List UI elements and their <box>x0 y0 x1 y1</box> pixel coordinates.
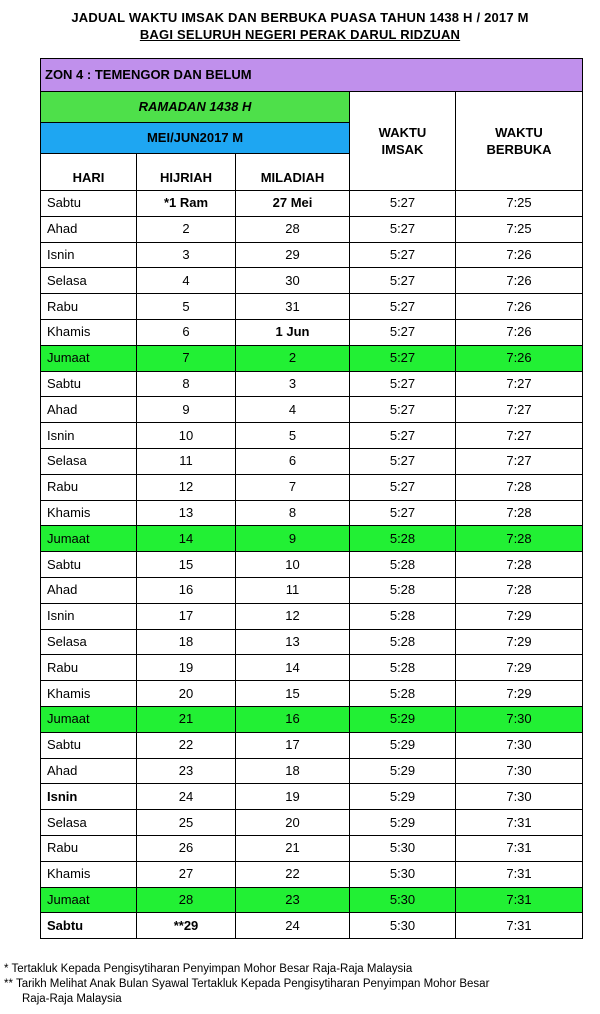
table-row <box>41 345 583 371</box>
zone-row <box>41 59 583 92</box>
cell-hari: Ahad <box>41 758 137 784</box>
cell-imsak: 5:30 <box>350 835 456 861</box>
cell-berbuka: 7:30 <box>456 732 583 758</box>
cell-hari: Sabtu <box>41 732 137 758</box>
cell-miladiah: 19 <box>236 784 350 810</box>
cell-berbuka: 7:28 <box>456 474 583 500</box>
cell-hari: Jumaat <box>41 887 137 913</box>
cell-hijriah: 14 <box>137 526 236 552</box>
cell-hari: Sabtu <box>41 371 137 397</box>
cell-hari: Sabtu <box>41 913 137 939</box>
table-row <box>41 191 583 217</box>
cell-hijriah: 13 <box>137 500 236 526</box>
table-row <box>41 913 583 939</box>
cell-hijriah: 2 <box>137 216 236 242</box>
cell-imsak: 5:30 <box>350 861 456 887</box>
cell-miladiah: 17 <box>236 732 350 758</box>
cell-miladiah: 23 <box>236 887 350 913</box>
footnote-2: ** Tarikh Melihat Anak Bulan Syawal Tertakluk Kepada Pengisytiharan Penyimpan Mohor Besar <box>4 978 490 990</box>
cell-hijriah: 15 <box>137 552 236 578</box>
cell-hijriah: 12 <box>137 474 236 500</box>
cell-hijriah: 22 <box>137 732 236 758</box>
table-row <box>41 371 583 397</box>
cell-imsak: 5:28 <box>350 552 456 578</box>
cell-imsak: 5:28 <box>350 629 456 655</box>
cell-hijriah: 10 <box>137 423 236 449</box>
cell-miladiah: 30 <box>236 268 350 294</box>
cell-berbuka: 7:29 <box>456 603 583 629</box>
table-row <box>41 552 583 578</box>
zone-label: ZON 4 : TEMENGOR DAN BELUM <box>41 59 583 92</box>
cell-miladiah: 14 <box>236 655 350 681</box>
cell-miladiah: 18 <box>236 758 350 784</box>
cell-hari: Selasa <box>41 629 137 655</box>
cell-miladiah: 11 <box>236 577 350 603</box>
cell-imsak: 5:27 <box>350 423 456 449</box>
cell-miladiah: 2 <box>236 345 350 371</box>
cell-imsak: 5:28 <box>350 526 456 552</box>
cell-hari: Isnin <box>41 603 137 629</box>
table-row <box>41 268 583 294</box>
cell-hari: Jumaat <box>41 526 137 552</box>
cell-hari: Khamis <box>41 861 137 887</box>
cell-imsak: 5:28 <box>350 681 456 707</box>
cell-hijriah: 24 <box>137 784 236 810</box>
col-imsak-header: WAKTU IMSAK <box>350 92 456 191</box>
cell-miladiah: 29 <box>236 242 350 268</box>
cell-hijriah: 23 <box>137 758 236 784</box>
cell-imsak: 5:27 <box>350 294 456 320</box>
cell-hari: Ahad <box>41 577 137 603</box>
cell-hijriah: 25 <box>137 810 236 836</box>
cell-imsak: 5:28 <box>350 655 456 681</box>
cell-hari: Ahad <box>41 216 137 242</box>
table-row <box>41 423 583 449</box>
cell-hari: Rabu <box>41 474 137 500</box>
cell-imsak: 5:27 <box>350 319 456 345</box>
cell-miladiah: 10 <box>236 552 350 578</box>
cell-miladiah: 5 <box>236 423 350 449</box>
cell-miladiah: 13 <box>236 629 350 655</box>
col-hari-header: HARI <box>41 154 137 191</box>
cell-hijriah: 11 <box>137 448 236 474</box>
table-row <box>41 784 583 810</box>
cell-miladiah: 31 <box>236 294 350 320</box>
cell-hari: Khamis <box>41 319 137 345</box>
cell-berbuka: 7:29 <box>456 629 583 655</box>
cell-miladiah: 7 <box>236 474 350 500</box>
table-row <box>41 294 583 320</box>
cell-hijriah: 28 <box>137 887 236 913</box>
table-row <box>41 655 583 681</box>
cell-imsak: 5:29 <box>350 784 456 810</box>
cell-hari: Jumaat <box>41 706 137 732</box>
cell-imsak: 5:30 <box>350 913 456 939</box>
table-row <box>41 887 583 913</box>
cell-hijriah: 8 <box>137 371 236 397</box>
cell-imsak: 5:27 <box>350 191 456 217</box>
cell-miladiah: 27 Mei <box>236 191 350 217</box>
cell-imsak: 5:27 <box>350 216 456 242</box>
table-row <box>41 500 583 526</box>
cell-berbuka: 7:27 <box>456 397 583 423</box>
cell-hijriah: 16 <box>137 577 236 603</box>
header-row-ramadan <box>41 92 583 123</box>
cell-berbuka: 7:31 <box>456 835 583 861</box>
cell-berbuka: 7:31 <box>456 913 583 939</box>
cell-imsak: 5:27 <box>350 474 456 500</box>
footnote-1: * Tertakluk Kepada Pengisytiharan Penyimpan Mohor Besar Raja-Raja Malaysia <box>4 963 413 975</box>
cell-hijriah: 18 <box>137 629 236 655</box>
cell-berbuka: 7:26 <box>456 345 583 371</box>
cell-berbuka: 7:29 <box>456 681 583 707</box>
cell-miladiah: 21 <box>236 835 350 861</box>
cell-miladiah: 28 <box>236 216 350 242</box>
cell-hari: Khamis <box>41 500 137 526</box>
page-title: JADUAL WAKTU IMSAK DAN BERBUKA PUASA TAHUN 1438 H / 2017 M <box>71 10 529 25</box>
cell-berbuka: 7:30 <box>456 784 583 810</box>
table-row <box>41 397 583 423</box>
cell-hari: Ahad <box>41 397 137 423</box>
table-row <box>41 448 583 474</box>
col-berbuka-header: WAKTU BERBUKA <box>456 92 583 191</box>
cell-hari: Isnin <box>41 423 137 449</box>
cell-miladiah: 12 <box>236 603 350 629</box>
month-label: MEI/JUN2017 M <box>41 123 350 154</box>
cell-imsak: 5:27 <box>350 397 456 423</box>
cell-imsak: 5:27 <box>350 448 456 474</box>
cell-hijriah: 21 <box>137 706 236 732</box>
cell-hijriah: 20 <box>137 681 236 707</box>
cell-hari: Rabu <box>41 835 137 861</box>
cell-hijriah: 17 <box>137 603 236 629</box>
table-row <box>41 603 583 629</box>
cell-miladiah: 16 <box>236 706 350 732</box>
cell-hijriah: 5 <box>137 294 236 320</box>
cell-imsak: 5:27 <box>350 371 456 397</box>
cell-hari: Sabtu <box>41 552 137 578</box>
cell-hijriah: 6 <box>137 319 236 345</box>
cell-berbuka: 7:25 <box>456 216 583 242</box>
cell-miladiah: 15 <box>236 681 350 707</box>
footnotes <box>4 962 489 1007</box>
cell-miladiah: 4 <box>236 397 350 423</box>
page-subtitle: BAGI SELURUH NEGERI PERAK DARUL RIDZUAN <box>139 27 461 42</box>
cell-berbuka: 7:29 <box>456 655 583 681</box>
cell-imsak: 5:27 <box>350 242 456 268</box>
cell-hari: Jumaat <box>41 345 137 371</box>
table-row <box>41 216 583 242</box>
cell-hari: Selasa <box>41 448 137 474</box>
table-row <box>41 810 583 836</box>
cell-miladiah: 1 Jun <box>236 319 350 345</box>
col-miladiah-header: MILADIAH <box>236 154 350 191</box>
cell-imsak: 5:27 <box>350 500 456 526</box>
cell-hijriah: 19 <box>137 655 236 681</box>
cell-hijriah: **29 <box>137 913 236 939</box>
cell-berbuka: 7:28 <box>456 577 583 603</box>
table-row <box>41 319 583 345</box>
cell-hari: Selasa <box>41 810 137 836</box>
cell-berbuka: 7:27 <box>456 423 583 449</box>
cell-hari: Isnin <box>41 784 137 810</box>
cell-berbuka: 7:28 <box>456 526 583 552</box>
cell-imsak: 5:29 <box>350 732 456 758</box>
schedule-table <box>40 58 583 939</box>
cell-miladiah: 6 <box>236 448 350 474</box>
cell-miladiah: 9 <box>236 526 350 552</box>
cell-imsak: 5:27 <box>350 345 456 371</box>
table-row <box>41 242 583 268</box>
cell-hijriah: 3 <box>137 242 236 268</box>
cell-hari: Rabu <box>41 294 137 320</box>
cell-berbuka: 7:31 <box>456 810 583 836</box>
cell-berbuka: 7:26 <box>456 242 583 268</box>
cell-berbuka: 7:31 <box>456 861 583 887</box>
cell-imsak: 5:28 <box>350 603 456 629</box>
cell-imsak: 5:29 <box>350 758 456 784</box>
cell-hijriah: *1 Ram <box>137 191 236 217</box>
table-row <box>41 474 583 500</box>
cell-berbuka: 7:28 <box>456 552 583 578</box>
cell-imsak: 5:29 <box>350 810 456 836</box>
cell-hijriah: 26 <box>137 835 236 861</box>
cell-imsak: 5:28 <box>350 577 456 603</box>
table-row <box>41 706 583 732</box>
cell-hari: Khamis <box>41 681 137 707</box>
cell-miladiah: 24 <box>236 913 350 939</box>
cell-berbuka: 7:27 <box>456 371 583 397</box>
cell-berbuka: 7:26 <box>456 294 583 320</box>
table-row <box>41 732 583 758</box>
cell-hari: Selasa <box>41 268 137 294</box>
cell-hijriah: 9 <box>137 397 236 423</box>
table-row <box>41 681 583 707</box>
cell-hari: Rabu <box>41 655 137 681</box>
cell-hijriah: 4 <box>137 268 236 294</box>
table-row <box>41 577 583 603</box>
cell-hijriah: 7 <box>137 345 236 371</box>
cell-berbuka: 7:30 <box>456 706 583 732</box>
cell-berbuka: 7:25 <box>456 191 583 217</box>
ramadan-label: RAMADAN 1438 H <box>41 92 350 123</box>
cell-berbuka: 7:31 <box>456 887 583 913</box>
cell-imsak: 5:30 <box>350 887 456 913</box>
cell-hijriah: 27 <box>137 861 236 887</box>
cell-hari: Sabtu <box>41 191 137 217</box>
table-row <box>41 835 583 861</box>
cell-miladiah: 3 <box>236 371 350 397</box>
cell-miladiah: 20 <box>236 810 350 836</box>
cell-berbuka: 7:26 <box>456 319 583 345</box>
table-row <box>41 758 583 784</box>
footnote-2-cont: Raja-Raja Malaysia <box>22 993 122 1005</box>
cell-berbuka: 7:28 <box>456 500 583 526</box>
cell-imsak: 5:29 <box>350 706 456 732</box>
table-row <box>41 629 583 655</box>
cell-miladiah: 22 <box>236 861 350 887</box>
cell-berbuka: 7:30 <box>456 758 583 784</box>
table-row <box>41 526 583 552</box>
cell-berbuka: 7:27 <box>456 448 583 474</box>
cell-miladiah: 8 <box>236 500 350 526</box>
cell-hari: Isnin <box>41 242 137 268</box>
cell-imsak: 5:27 <box>350 268 456 294</box>
col-hijriah-header: HIJRIAH <box>137 154 236 191</box>
cell-berbuka: 7:26 <box>456 268 583 294</box>
table-row <box>41 861 583 887</box>
